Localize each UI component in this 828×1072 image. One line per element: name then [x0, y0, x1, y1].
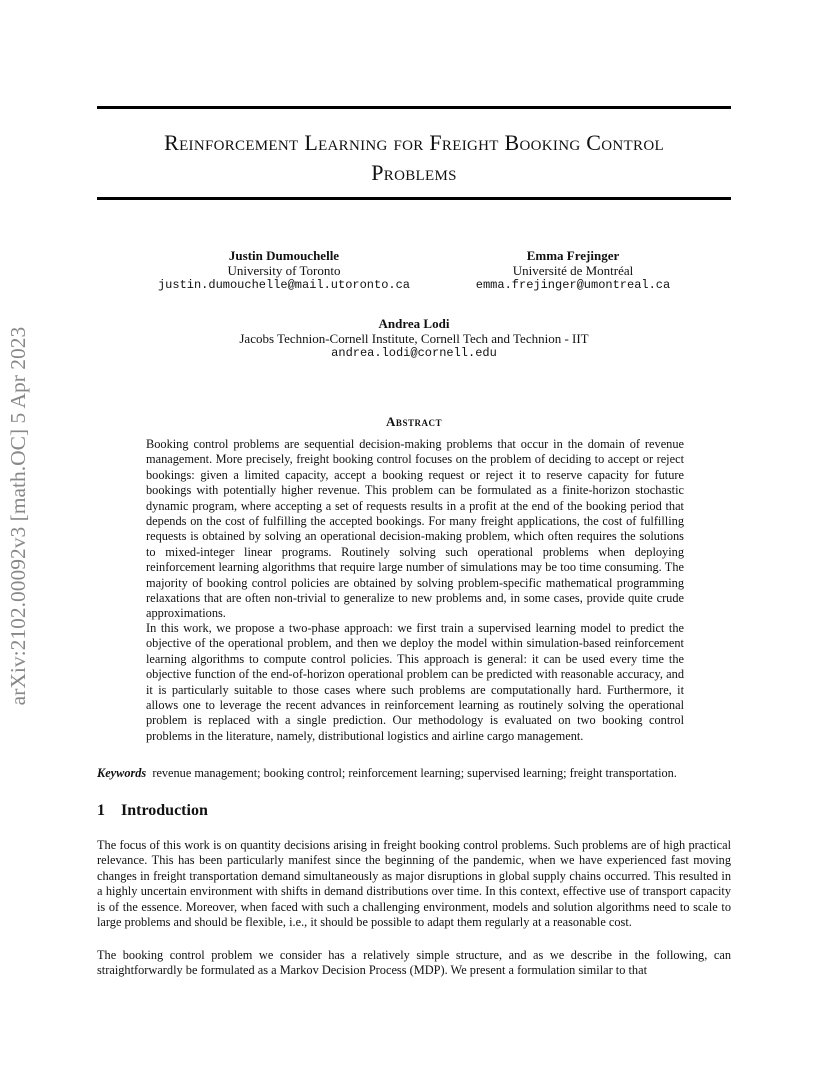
title-line-2: Problems	[371, 160, 457, 185]
abstract-paragraph: Booking control problems are sequential decision-making problems that occur in the domain of revenue management. More precisely, freight booking control focuses on the problem of deciding to accept or reject bookings: given a limited capacity, accept a booking request or reject it to reserve capacity for future bookings with potentially higher revenue. This problem can be formulated as a finite-horizon stochastic dynamic program, where accepting a set of requests results in a profit at the end of the booking period that depends on the cost of fulfilling the accepted bookings. For many freight applications, the cost of fulfilling requests is obtained by solving an operational decision-making problem, which often requires the solutions to mixed-integer linear programs. Routinely solving such operational problems when deploying reinforcement learning algorithms that require large number of simulations may be too time consuming. The majority of booking control policies are obtained by solving problem-specific mathematical programming relaxations that are often non-trivial to generalize to new problems and, in some cases, provide quite crude approximations.	[146, 437, 684, 621]
author-block	[164, 316, 664, 361]
author-affiliation: University of Toronto	[227, 263, 341, 278]
abstract-heading: Abstract	[386, 414, 442, 429]
abstract-paragraph: In this work, we propose a two-phase approach: we first train a supervised learning model to predict the objective of the operational problem, and then we deploy the model within simulation-based reinforcement learning algorithms to compute control policies. This approach is general: it can be used every time the objective function of the end-of-horizon operational problem can be predicted with reasonable accuracy, and it is particularly suitable to those cases where such problems are computationally hard. Furthermore, it allows one to leverage the recent advances in reinforcement learning as routinely solving the operational problem is replaced with a single prediction. Our methodology is evaluated on two booking control problems in the literature, namely, distributional logistics and airline cargo management.	[146, 621, 684, 743]
author-affiliation: Jacobs Technion-Cornell Institute, Cornell Tech and Technion - IIT	[239, 331, 589, 346]
title-bottom-rule	[97, 197, 731, 200]
section-number: 1	[97, 802, 105, 819]
author-email: emma.frejinger@umontreal.ca	[475, 278, 671, 292]
keywords-label: Keywords	[97, 766, 147, 780]
keywords-line	[97, 766, 737, 781]
author-block	[433, 248, 713, 293]
author-name: Emma Frejinger	[526, 248, 620, 263]
author-name: Justin Dumouchelle	[228, 248, 340, 263]
body-paragraph: The booking control problem we consider has a relatively simple structure, and as we describe in the following, can straightforwardly be formulated as a Markov Decision Process (MDP). We present a formulation similar to that	[97, 948, 731, 978]
author-block	[134, 248, 434, 293]
section-title: Introduction	[121, 802, 208, 819]
author-email: justin.dumouchelle@mail.utoronto.ca	[157, 278, 411, 292]
title-top-rule	[97, 106, 731, 109]
author-affiliation: Université de Montréal	[512, 263, 634, 278]
section-heading	[97, 802, 208, 820]
author-email: andrea.lodi@cornell.edu	[331, 346, 497, 360]
title-line-1: Reinforcement Learning for Freight Booking Control	[164, 130, 664, 155]
keywords-text: revenue management; booking control; reinforcement learning; supervised learning; freight transportation.	[152, 766, 677, 780]
arxiv-identifier: arXiv:2102.00092v3 [math.OC] 5 Apr 2023	[6, 326, 30, 706]
body-paragraph: The focus of this work is on quantity decisions arising in freight booking control problems. Such problems are of high practical relevance. This has been particularly manifest since the beginning of the pandemic, when we have experienced fast moving changes in freight transportation demand simultaneously as major disruptions in global supply chains occurred. This resulted in a highly uncertain environment with shifts in demand distributions over time. In this context, effective use of transport capacity is of the essence. Moreover, when faced with such a challenging environment, models and solution algorithms need to scale to large problems and should be flexible, i.e., it should be possible to adapt them regularly at a reasonable cost.	[97, 838, 731, 930]
author-name: Andrea Lodi	[378, 316, 450, 331]
paper-title	[97, 128, 731, 188]
